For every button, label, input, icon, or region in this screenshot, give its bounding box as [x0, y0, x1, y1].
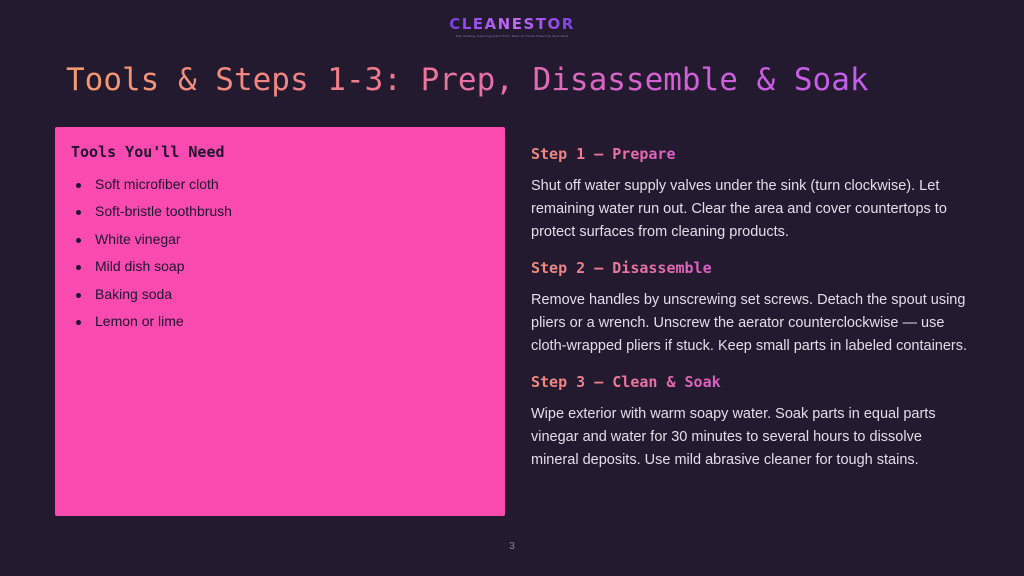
step-text: Wipe exterior with warm soapy water. Soak parts in equal parts vinegar and water for 30 minutes to several hours to dissolve mineral deposits. Use mild abrasive cleaner for tough stains. — [531, 406, 936, 468]
step-heading: Step 2 — Disassemble — [531, 259, 712, 277]
list-item: Soft microfiber cloth — [71, 171, 489, 198]
list-item: Lemon or lime — [71, 308, 489, 335]
step-heading: Step 3 — Clean & Soak — [531, 373, 721, 391]
list-item: Baking soda — [71, 281, 489, 308]
tools-list — [71, 171, 489, 335]
step-3 — [531, 372, 971, 472]
steps-column — [531, 144, 971, 486]
step-text: Remove handles by unscrewing set screws. Detach the spout using pliers or a wrench. Unscrew the aerator counterclockwise — use cloth-wrapped pliers if stuck. Keep small parts in labeled containers. — [531, 292, 968, 354]
step-text: Shut off water supply valves under the sink (turn clockwise). Let remaining water run out. Clear the area and cover countertops to protect surfaces from cleaning products. — [531, 178, 947, 240]
tools-heading: Tools You'll Need — [71, 143, 225, 161]
brand-name: CLEANESTOR — [449, 15, 575, 33]
slide-title: Tools & Steps 1-3: Prep, Disassemble & Soak — [66, 62, 869, 98]
brand-tagline: The leading cleaning brand from Next to Home Cleaning Specialist — [455, 34, 569, 38]
list-item: Soft-bristle toothbrush — [71, 198, 489, 225]
step-1 — [531, 144, 971, 244]
page-number: 3 — [509, 541, 515, 552]
brand-logo — [0, 14, 1024, 38]
step-2 — [531, 258, 971, 358]
list-item: White vinegar — [71, 226, 489, 253]
list-item: Mild dish soap — [71, 253, 489, 280]
step-heading: Step 1 — Prepare — [531, 145, 676, 163]
tools-card — [55, 127, 505, 516]
